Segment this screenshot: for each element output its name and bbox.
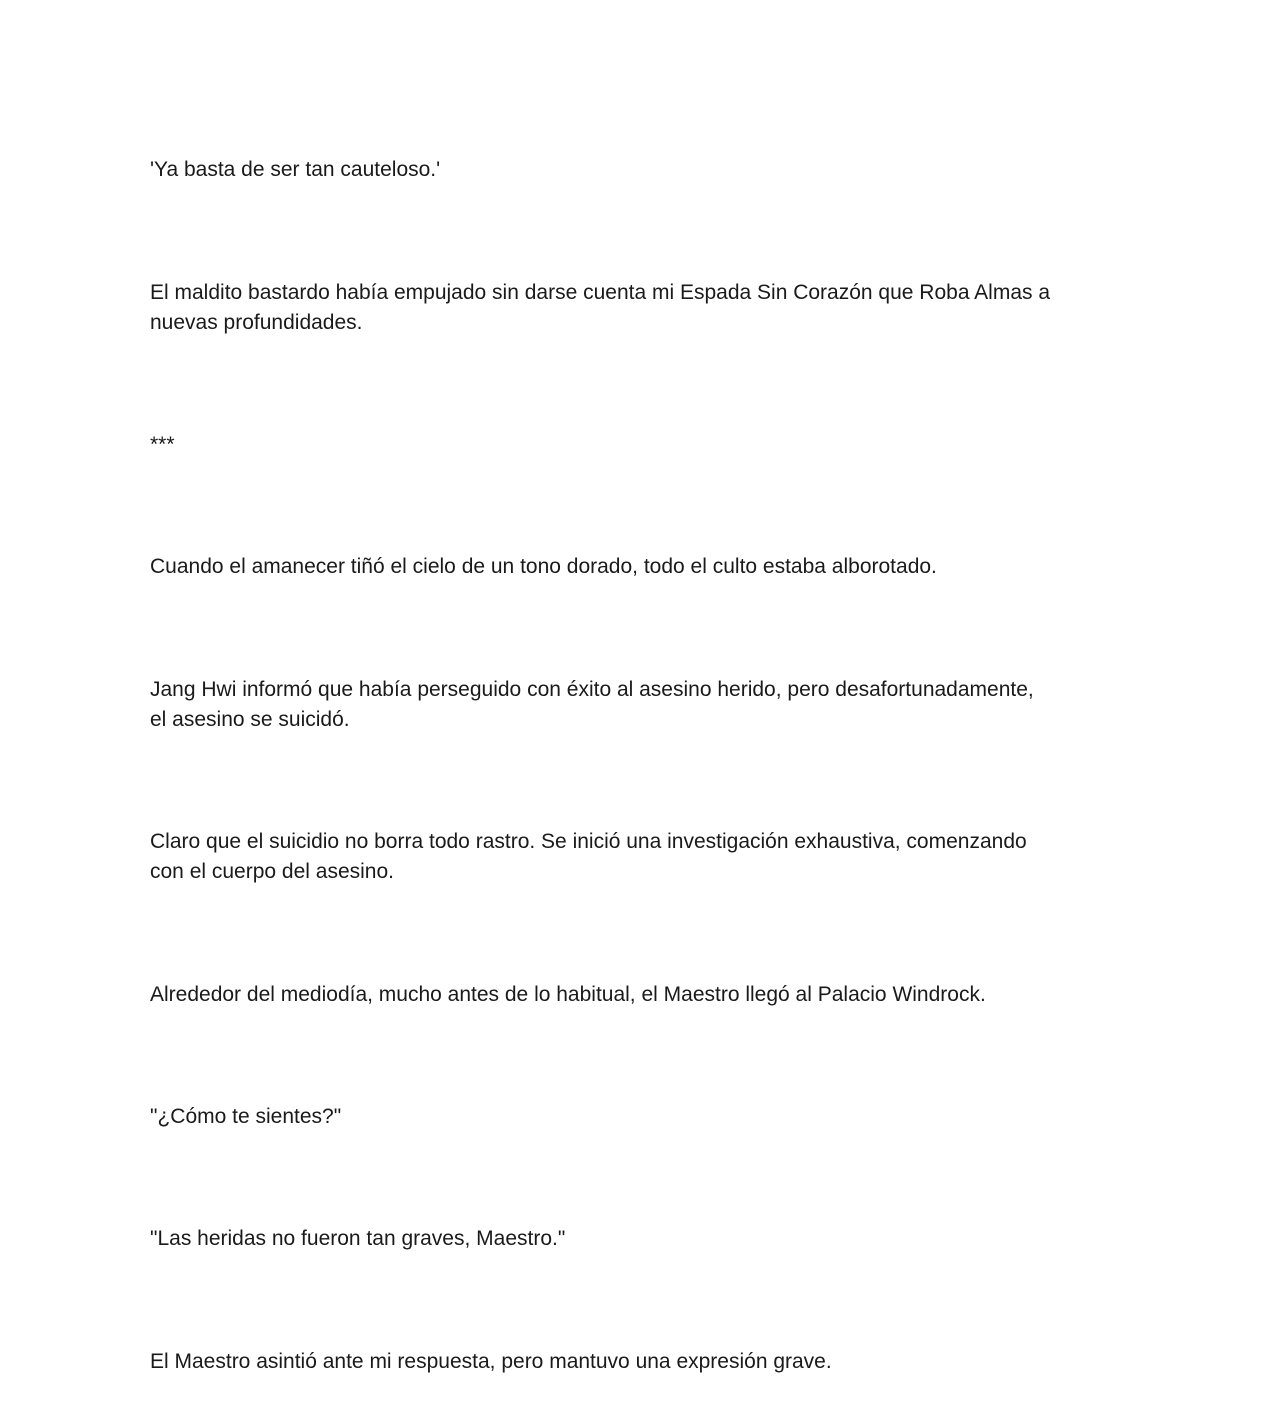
paragraph-9	[150, 1224, 1130, 1254]
paragraph-line: Jang Hwi informó que había perseguido con éxito al asesino herido, pero desafortunadamente,	[150, 678, 1034, 701]
paragraph-line: Cuando el amanecer tiñó el cielo de un tono dorado, todo el culto estaba alborotado.	[150, 555, 937, 578]
paragraph-line: El Maestro asintió ante mi respuesta, pero mantuvo una expresión grave.	[150, 1350, 832, 1373]
paragraph-line: "¿Cómo te sientes?"	[150, 1105, 342, 1128]
scene-break	[150, 430, 1130, 460]
paragraph-6	[150, 827, 1130, 887]
paragraph-line: "Las heridas no fueron tan graves, Maestro."	[150, 1227, 566, 1250]
paragraph-1	[150, 155, 1130, 185]
paragraph-2	[150, 278, 1130, 338]
paragraph-line: El maldito bastardo había empujado sin darse cuenta mi Espada Sin Corazón que Roba Almas a	[150, 281, 1051, 304]
paragraph-5	[150, 675, 1130, 735]
paragraph-line: nuevas profundidades.	[150, 311, 363, 334]
paragraph-10	[150, 1347, 1130, 1377]
paragraph-line: 'Ya basta de ser tan cauteloso.'	[150, 158, 441, 181]
paragraph-8	[150, 1102, 1130, 1132]
paragraph-7	[150, 980, 1130, 1010]
paragraph-line: el asesino se suicidó.	[150, 708, 350, 731]
paragraph-line: Alrededor del mediodía, mucho antes de lo habitual, el Maestro llegó al Palacio Windrock.	[150, 983, 986, 1006]
paragraph-line: ***	[150, 433, 175, 456]
paragraph-4	[150, 552, 1130, 582]
paragraph-line: con el cuerpo del asesino.	[150, 860, 394, 883]
paragraph-line: Claro que el suicidio no borra todo rastro. Se inició una investigación exhaustiva, comenzando	[150, 830, 1027, 853]
